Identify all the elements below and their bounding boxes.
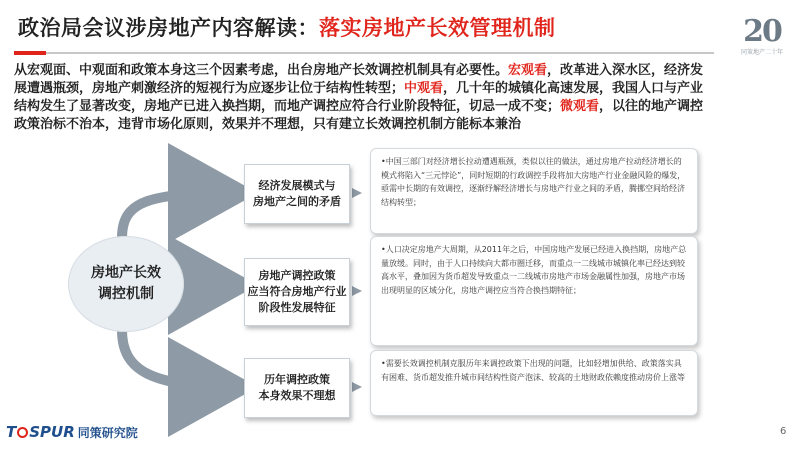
title-accent: 落实房地产长效管理机制 (319, 16, 556, 40)
center-topic-line-2: 调控机制 (98, 286, 154, 302)
summary-highlight-micro: 微观看 (560, 99, 600, 114)
anniversary-caption: 同策地产二十年 (740, 49, 783, 56)
summary-text-2: ，改革进入深水区，经济发展遭遇瓶颈，房地产刺激经济的短视行为应逐步让位于结构性转型； (14, 63, 704, 96)
tospur-logo (6, 423, 138, 441)
arrow-to-item-3 (122, 330, 238, 387)
brand-name: SPUR (29, 423, 75, 441)
summary-highlight-meso: 中观看 (404, 81, 444, 96)
chevron-item-2 (352, 286, 362, 296)
factor-box-1-line-2: 房地产之间的矛盾 (253, 195, 341, 208)
page-number: 6 (780, 426, 787, 437)
factor-box-2-line-3: 阶段性发展特征 (258, 301, 336, 314)
arrow-to-item-1 (122, 193, 238, 238)
factor-box-1-line-1: 经济发展模式与 (258, 179, 336, 192)
chevron-item-3 (352, 382, 362, 392)
summary-text-3: ，几十年的城镇化高速发展，我国人口与产业结构发生了显著改变，房地产已进入换挡期，而地产调控应符合行业阶段特征，切忌一成不变； (14, 81, 704, 114)
summary-highlight-macro: 宏观看 (508, 63, 548, 78)
factor-description-1: •中国三部门对经济增长拉动遭遇瓶颈，类似以往的做法，通过房地产拉动经济增长的模式将陷入“三元悖论”，同时短期的行政调控手段将加大房地产行业金融风险的爆发，亟需中长期的有效调控，逐渐纾解经济增长与房地产行业之间的矛盾，腾挪空间给经济结构转型； (370, 148, 698, 234)
center-topic-line-1: 房地产长效 (91, 265, 161, 281)
title-main: 政治局会议涉房地产内容解读： (18, 16, 319, 40)
factor-description-2: •人口决定房地产大周期，从2011年之后，中国房地产发展已经进入换挡期，房地产总量放缓。同时，由于人口持续向大都市圈迁移，而重点一二线城市城镇化率已经达到较高水平，叠加因为货币超发导致重点一二线城市房地产市场金融属性加强，房地产市场出现明显的区域分化，房地产调控应当符合换挡期特征； (370, 236, 698, 346)
factor-description-3: •需要长效调控机制克服历年来调控政策下出现的问题，比如轻增加供给、政策落实具有困难、货币超发推升城市间结构性资产泡沫、较高的土地财政依赖度推动房价上涨等 (370, 350, 698, 416)
center-topic (68, 236, 184, 332)
factor-box-3-line-1: 历年调控政策 (264, 373, 330, 386)
summary-text-1: 从宏观面、中观面和政策本身这三个因素考虑，出台房地产长效调控机制具有必要性。 (14, 63, 509, 78)
brand-o-ring-icon (17, 427, 28, 438)
summary-text-4: ，以往的地产调控政策治标不治本，违背市场化原则，效果并不理想，只有建立长效调控机制方能标本兼治 (14, 99, 704, 132)
factor-box-3 (244, 358, 350, 418)
factor-box-2 (244, 258, 350, 326)
factor-box-3-line-2: 本身效果不理想 (258, 389, 336, 402)
anniversary-number: 20 (743, 14, 781, 49)
factor-box-2-line-2: 应当符合房地产行业 (247, 285, 347, 298)
chevron-item-1 (352, 188, 362, 198)
brand-name-cn: 同策研究院 (77, 426, 138, 440)
factor-box-2-line-1: 房地产调控政策 (258, 269, 336, 282)
brand-letter-t: T (6, 423, 17, 441)
factor-box-1 (244, 164, 350, 224)
